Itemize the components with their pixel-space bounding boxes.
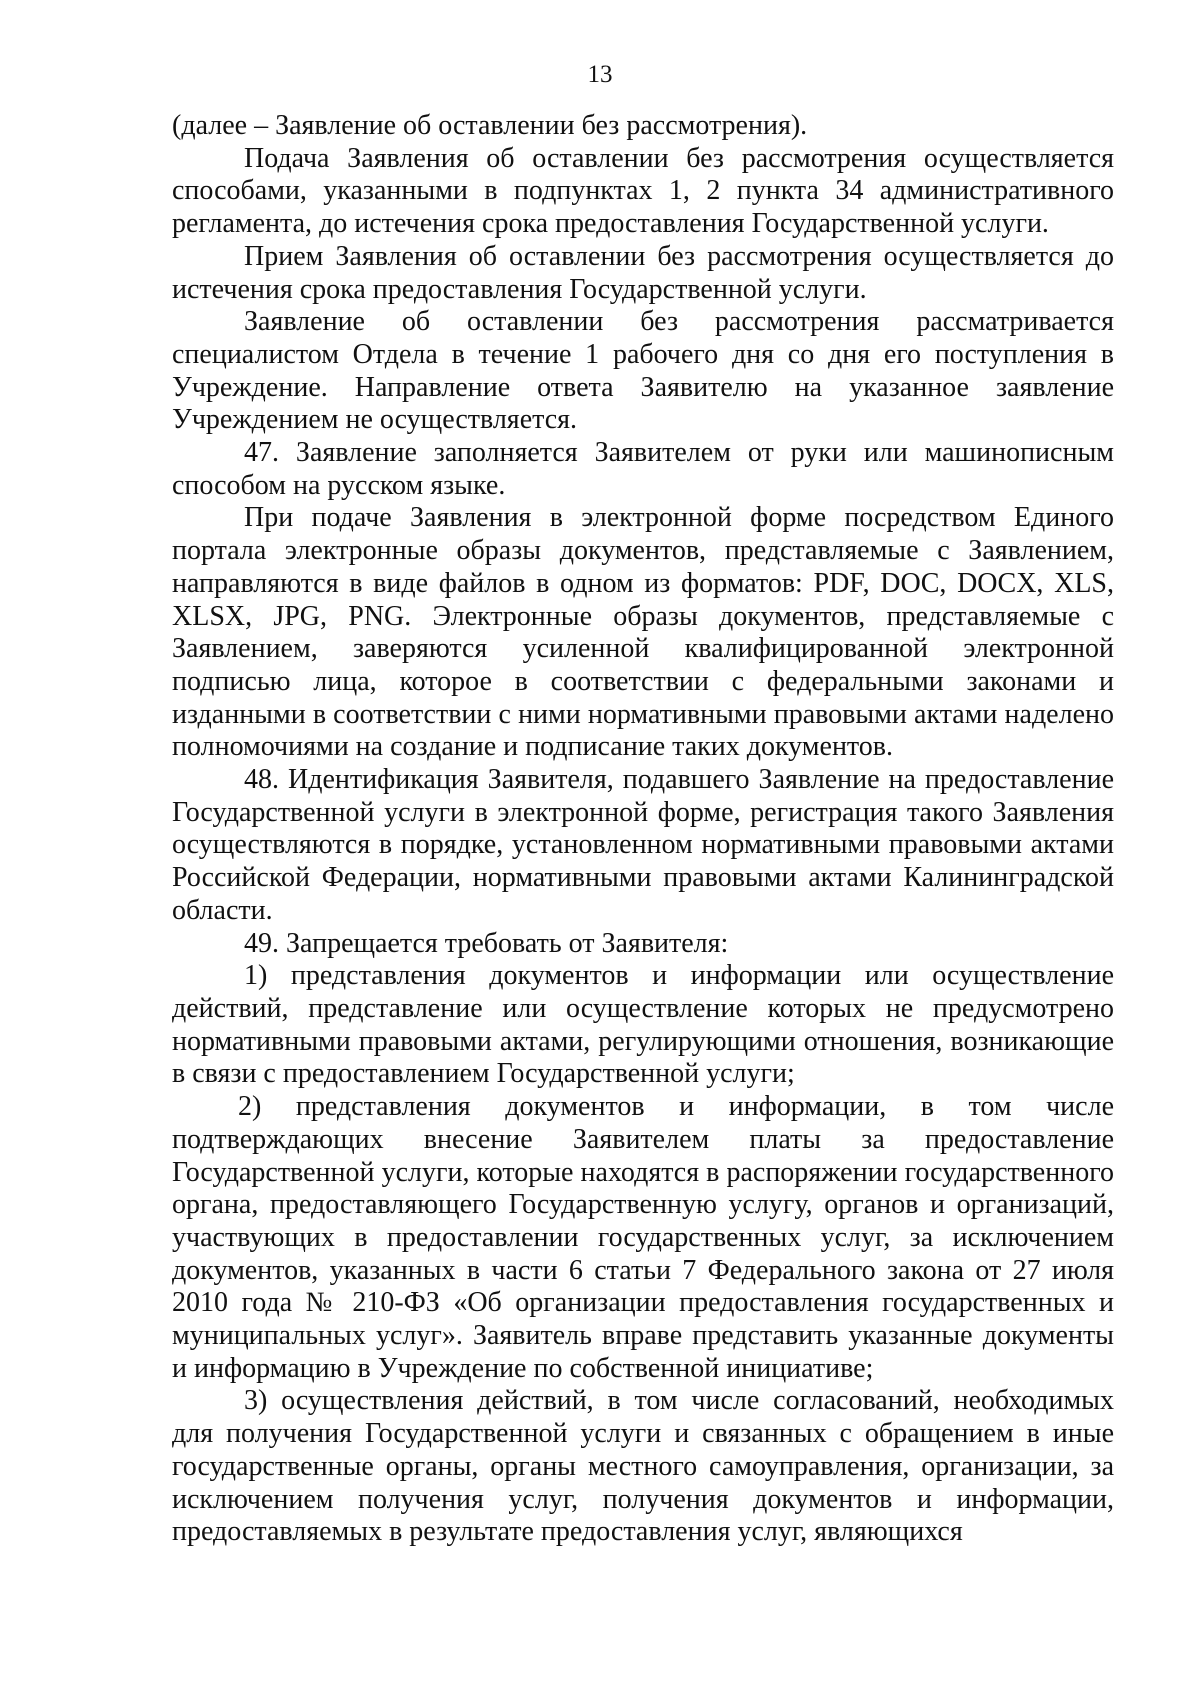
paragraph-review: Заявление об оставлении без рассмотрения рассматривается специалистом Отдела в течение 1 рабочего дня со дня его поступления в Учреждение. Направление ответа Заявителю на указанное заявление Учреждением не осуществляется. (172, 306, 1114, 436)
list-item-2: 2) представления документов и информации, в том числе подтверждающих внесение Заявителем платы за предоставление Государственной услуги, которые находятся в распоряжении государственного органа, предоставляющего Государственную услугу, органов и организаций, участвующих в предоставлении государственных услуг, за исключением документов, указанных в части 6 статьи 7 Федерального закона от 27 июля 2010 года № 210-ФЗ «Об организации предоставления государственных и муниципальных услуг». Заявитель вправе представить указанные документы и информацию в Учреждение по собственной инициативе; (172, 1091, 1114, 1384)
page-number: 13 (587, 61, 613, 88)
document-body (172, 110, 1114, 1549)
paragraph-item-47: 47. Заявление заполняется Заявителем от руки или машинописным способом на русском языке. (172, 437, 1114, 501)
paragraph-item-49: 49. Запрещается требовать от Заявителя: (244, 927, 729, 959)
paragraph-submission: Подача Заявления об оставлении без рассмотрения осуществляется способами, указанными в подпунктах 1, 2 пункта 34 административного регламента, до истечения срока предоставления Государственной услуги. (172, 142, 1114, 240)
paragraph-continuation: (далее – Заявление об оставлении без рассмотрения). (172, 110, 808, 141)
paragraph-electronic-form: При подаче Заявления в электронной форме посредством Единого портала электронные образы документов, представляемые с Заявлением, направляются в виде файлов в одном из форматов: PDF, DOC, DOCX, XLS, XLSX, JPG, PNG. Электронные образы документов, представляемые с Заявлением, заверяются усиленной квалифицированной электронной подписью лица, которое в соответствии с федеральными законами и изданными в соответствии с ними нормативными правовыми актами наделено полномочиями на создание и подписание таких документов. (172, 502, 1114, 763)
paragraph-item-48: 48. Идентификация Заявителя, подавшего Заявление на предоставление Государственной услуги в электронной форме, регистрация такого Заявления осуществляются в порядке, установленном нормативными правовыми актами Российской Федерации, нормативными правовыми актами Калининградской области. (172, 764, 1114, 926)
list-item-1: 1) представления документов и информации или осуществление действий, представление или осуществление которых не предусмотрено нормативными правовыми актами, регулирующими отношения, возникающие в связи с предоставлением Государственной услуги; (172, 960, 1114, 1090)
list-item-3: 3) осуществления действий, в том числе согласований, необходимых для получения Государственной услуги и связанных с обращением в иные государственные органы, органы местного самоуправления, организации, за исключением получения услуг, получения документов и информации, предоставляемых в результате предоставления услуг, являющихся (172, 1385, 1114, 1548)
paragraph-acceptance: Прием Заявления об оставлении без рассмотрения осуществляется до истечения срока предоставления Государственной услуги. (172, 240, 1114, 305)
